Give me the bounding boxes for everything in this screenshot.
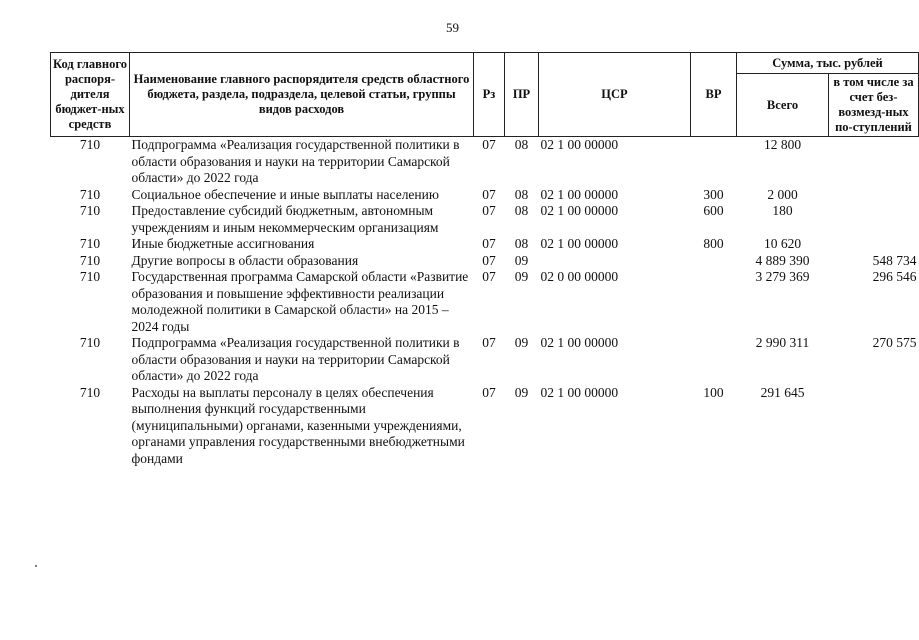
cell-code: 710 [79,384,101,400]
cell-incl [829,236,919,253]
header-incl: в том числе за счет без-возмезд-ных по-ступлений [829,74,919,137]
cell-csr: 02 1 00 00000 [540,236,619,251]
cell-code: 710 [79,203,101,218]
cell-rz: 07 [482,384,496,400]
cell-vr [691,269,737,335]
cell-pr: 09 [514,269,529,284]
cell-csr: 02 0 00 00000 [540,269,619,284]
table-row [51,137,919,187]
cell-pr: 09 [514,335,529,350]
table-row [51,335,919,385]
table-row [51,187,919,204]
cell-total: 2 000 [767,186,798,202]
table-row [51,203,919,236]
cell-name: Социальное обеспечение и иные выплаты населению [131,186,439,202]
cell-rz: 07 [482,236,496,251]
cell-code: 710 [79,137,101,152]
cell-name: Другие вопросы в области образования [131,252,359,268]
cell-incl [829,137,919,187]
cell-vr: 300 [703,186,724,202]
header-vr: ВР [691,53,737,137]
header-code: Код главного распоря-дителя бюджет-ных средств [51,53,130,137]
cell-csr: 02 1 00 00000 [540,384,619,400]
cell-pr: 09 [514,252,529,268]
cell-csr: 02 1 00 00000 [540,335,619,350]
cell-rz: 07 [482,335,496,350]
cell-vr: 600 [703,203,724,218]
cell-rz: 07 [482,186,496,202]
cell-pr: 09 [514,384,529,400]
cell-total: 4 889 390 [755,252,810,268]
cell-csr [539,253,691,270]
header-sum: Сумма, тыс. рублей [737,53,919,74]
cell-total: 180 [772,203,793,218]
cell-code: 710 [79,236,101,251]
cell-code: 710 [79,186,101,202]
cell-code: 710 [79,269,101,284]
cell-name: Расходы на выплаты персоналу в целях обеспечения выполнения функций государственными (муниципальными) органами, казенными учреждениями, органами управления государственными внебюджетными фондами [131,384,465,466]
header-total: Всего [737,74,829,137]
cell-csr: 02 1 00 00000 [540,137,619,152]
cell-incl: 548 734 [872,252,917,268]
cell-vr: 100 [703,384,724,400]
cell-csr: 02 1 00 00000 [540,186,619,202]
cell-incl: 270 575 [872,335,917,350]
cell-pr: 08 [514,186,529,202]
cell-total: 3 279 369 [755,269,810,284]
budget-table [50,52,919,467]
header-name: Наименование главного распорядителя средств областного бюджета, раздела, подраздела, целевой статьи, группы видов расходов [130,53,474,137]
cell-code: 710 [79,252,101,268]
cell-vr [691,137,737,187]
cell-incl [829,187,919,204]
header-rz: Рз [474,53,505,137]
cell-pr: 08 [514,137,529,152]
page-number: 59 [446,20,459,35]
cell-name: Подпрограмма «Реализация государственной политики в области образования и науки на территории Самарской области» до 2022 года [131,137,460,185]
cell-incl [829,203,919,236]
cell-total: 12 800 [763,137,802,152]
cell-code: 710 [79,335,101,350]
scan-speck [35,565,37,567]
cell-vr [691,253,737,270]
cell-rz: 07 [482,137,496,152]
header-pr: ПР [505,53,539,137]
cell-name: Иные бюджетные ассигнования [131,236,315,251]
table-row [51,253,919,270]
table-row [51,236,919,253]
cell-pr: 08 [514,203,529,218]
table-row [51,385,919,468]
cell-incl: 296 546 [872,269,917,284]
header-csr: ЦСР [539,53,691,137]
cell-name: Государственная программа Самарской области «Развитие образования и повышение эффективности реализации молодежной политики в Самарской области» на 2015 – 2024 годы [131,269,469,334]
cell-rz: 07 [482,252,496,268]
table-body [51,137,919,468]
cell-vr: 800 [703,236,724,251]
cell-incl [829,385,919,468]
cell-total: 291 645 [760,384,805,400]
cell-pr: 08 [514,236,529,251]
cell-vr [691,335,737,385]
cell-rz: 07 [482,269,496,284]
cell-rz: 07 [482,203,496,218]
cell-name: Подпрограмма «Реализация государственной политики в области образования и науки на территории Самарской области» до 2022 года [131,335,460,383]
cell-total: 10 620 [763,236,802,251]
cell-name: Предоставление субсидий бюджетным, автономным учреждениям и иным некоммерческим организациям [131,203,439,235]
table-row [51,269,919,335]
cell-total: 2 990 311 [755,335,810,350]
cell-csr: 02 1 00 00000 [540,203,619,218]
